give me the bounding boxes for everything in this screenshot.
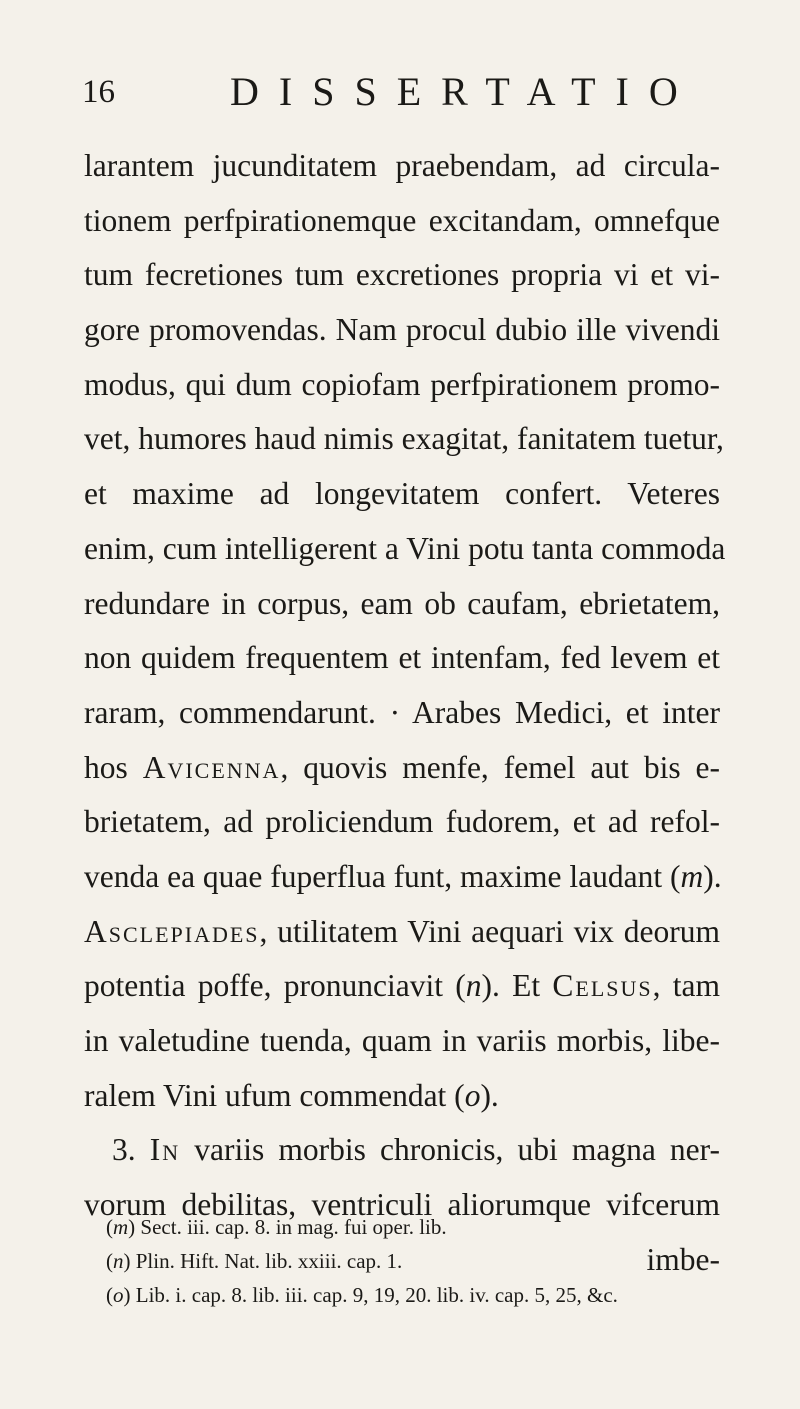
- text-line: non quidem frequentem et intenfam, fed levem et: [84, 640, 720, 676]
- text-line: modus, qui dum copiofam perfpirationem promo-: [84, 366, 720, 402]
- footnotes: [106, 1210, 720, 1312]
- text-line: vorum debilitas, ventriculi aliorumque vifcerum: [84, 1187, 720, 1223]
- section-number: 3.: [112, 1132, 150, 1168]
- author-name: Avicenna: [142, 749, 281, 785]
- text-line: gore promovendas. Nam procul dubio ille vivendi: [84, 312, 720, 348]
- text-fragment: ). Et: [481, 968, 553, 1004]
- body-text: [84, 139, 726, 1287]
- text-fragment: ).: [480, 1077, 499, 1113]
- footnote-marker: m: [113, 1215, 129, 1239]
- text-fragment: , utilitatem Vini aequari vix deorum: [259, 913, 720, 949]
- footnote: (o) Lib. i. cap. 8. lib. iii. cap. 9, 19, 20. lib. iv. cap. 5, 25, &c.: [106, 1283, 618, 1307]
- text-fragment: variis morbis chronicis, ubi magna ner-: [180, 1132, 720, 1168]
- text-fragment: potentia poffe, pronunciavit (: [84, 968, 466, 1004]
- footnote: (m) Sect. iii. cap. 8. in mag. fui oper. lib.: [106, 1215, 447, 1239]
- text-line: raram, commendarunt. · Arabes Medici, et inter: [84, 694, 720, 730]
- footnote: (n) Plin. Hift. Nat. lib. xxiii. cap. 1.: [106, 1249, 403, 1273]
- footnote-marker: o: [113, 1283, 124, 1307]
- text-fragment: ).: [703, 858, 722, 894]
- footnote-text: Lib. i. cap. 8. lib. iii. cap. 9, 19, 20. lib. iv. cap. 5, 25, &c.: [135, 1283, 618, 1307]
- footnote-marker: n: [113, 1249, 124, 1273]
- text-line: vet, humores haud nimis exagitat, fanitatem tuetur,: [84, 421, 724, 457]
- footnote-text: Plin. Hift. Nat. lib. xxiii. cap. 1.: [135, 1249, 403, 1273]
- text-line: [84, 1123, 720, 1178]
- text-line: [84, 850, 720, 905]
- footnote-reference: n: [465, 968, 482, 1004]
- text-fragment: , quovis menfe, femel aut bis e-: [280, 749, 720, 785]
- catchword: imbe-: [646, 1241, 720, 1277]
- text-line: enim, cum intelligerent a Vini potu tanta commoda: [84, 530, 726, 566]
- text-line: tum fecretiones tum excretiones propria vi et vi-: [84, 257, 720, 293]
- running-head-title: DISSERTATIO: [230, 69, 698, 114]
- section-opening-word: In: [149, 1132, 181, 1168]
- text-fragment: venda ea quae fuperflua funt, maxime laudant (: [84, 858, 681, 894]
- text-fragment: , tam: [652, 968, 720, 1004]
- text-line: [84, 741, 720, 796]
- footnote-reference: o: [464, 1077, 481, 1113]
- author-name: Asclepiades: [84, 913, 260, 949]
- text-fragment: ralem Vini ufum commendat (: [84, 1077, 465, 1113]
- text-line: et maxime ad longevitatem confert. Veteres: [84, 476, 720, 512]
- footnote-text: Sect. iii. cap. 8. in mag. fui oper. lib.: [140, 1215, 447, 1239]
- text-line: tionem perfpirationemque excitandam, omnefque: [84, 202, 720, 238]
- text-line: [84, 905, 720, 960]
- text-line: brietatem, ad proliciendum fudorem, et ad refol-: [84, 804, 720, 840]
- page-header: [82, 69, 722, 132]
- author-name: Celsus: [552, 968, 653, 1004]
- text-line: in valetudine tuenda, quam in variis morbis, libe-: [84, 1023, 720, 1058]
- text-line: redundare in corpus, eam ob caufam, ebrietatem,: [84, 585, 720, 621]
- footnote-reference: m: [680, 858, 704, 894]
- text-line: [84, 1069, 720, 1124]
- page-number: 16: [82, 74, 115, 110]
- text-line: larantem jucunditatem praebendam, ad circula-: [84, 148, 720, 183]
- text-line: [84, 959, 720, 1014]
- text-fragment: hos: [84, 749, 143, 785]
